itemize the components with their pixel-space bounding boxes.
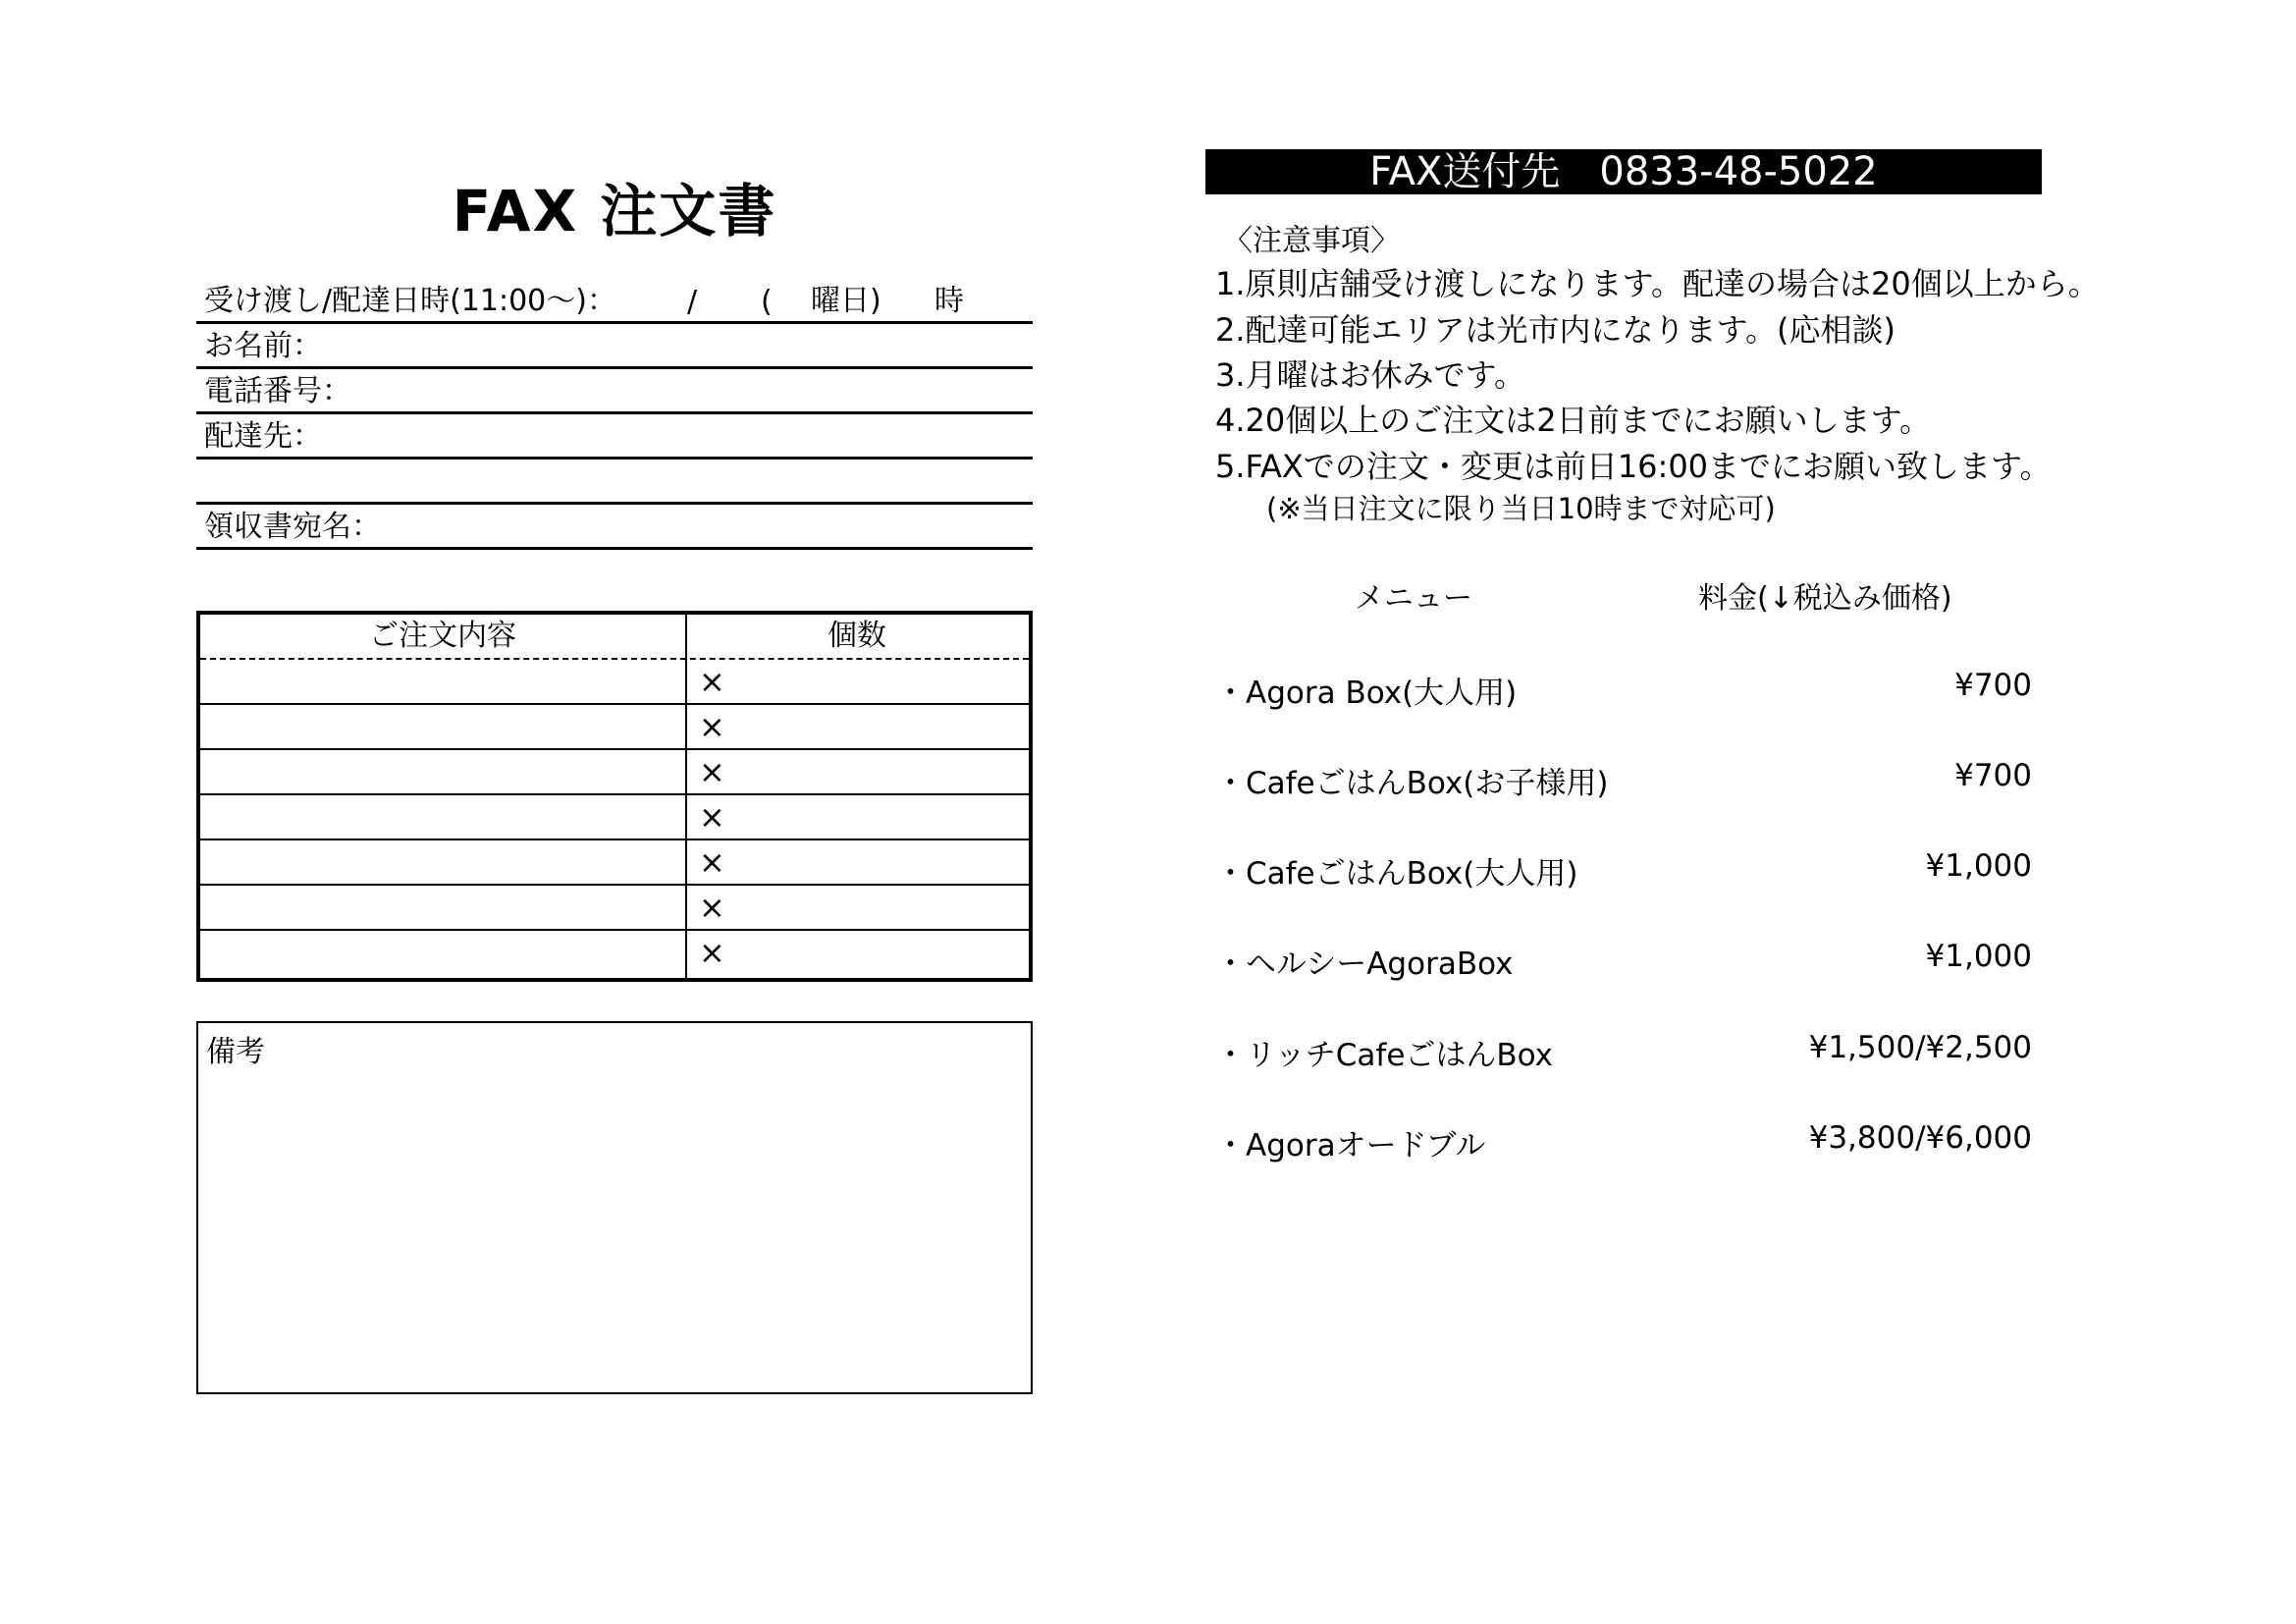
multiply-icon: × xyxy=(699,934,725,971)
receipt-name-label: 領収書宛名： xyxy=(204,510,381,544)
menu-item-name: ・CafeごはんBox(お子様用) xyxy=(1215,766,1609,801)
menu-item-name: ・ヘルシーAgoraBox xyxy=(1215,947,1514,982)
menu-item-name: ・CafeごはんBox(大人用) xyxy=(1215,856,1578,892)
menu-item-price: ¥700 xyxy=(1954,668,2032,703)
menu-item-name: ・Agora Box(大人用) xyxy=(1215,676,1518,711)
delivery-datetime-field[interactable] xyxy=(196,279,1033,324)
note-item: 2.配達可能エリアは光市内になります。(応相談) xyxy=(1215,311,1896,349)
menu-item-price: ¥1,500/¥2,500 xyxy=(1808,1030,2032,1065)
multiply-icon: × xyxy=(699,889,725,926)
name-label: お名前： xyxy=(204,329,322,363)
menu-item-name: ・Agoraオードブル xyxy=(1215,1128,1486,1164)
multiply-icon: × xyxy=(699,753,725,790)
menu-item-price: ¥1,000 xyxy=(1925,848,2032,884)
note-item: 1.原則店舗受け渡しになります。配達の場合は20個以上から。 xyxy=(1215,265,2100,302)
receipt-name-field[interactable] xyxy=(196,505,1033,550)
note-item: 3.月曜はお休みです。 xyxy=(1215,356,1525,394)
multiply-icon: × xyxy=(699,708,725,745)
menu-item xyxy=(1215,1120,2032,1164)
price-column-header: 料金(↓税込み価格) xyxy=(1698,581,1952,616)
address-label: 配達先： xyxy=(204,419,322,454)
order-table-header xyxy=(200,615,1029,660)
order-row[interactable] xyxy=(200,750,1029,795)
hour-label: 時 xyxy=(934,284,964,318)
page-title: FAX 注文書 xyxy=(452,178,777,244)
menu-item xyxy=(1215,758,2032,801)
note-item: 4.20個以上のご注文は2日前までにお願いします。 xyxy=(1215,402,1932,439)
multiply-icon: × xyxy=(699,843,725,881)
weekday-label: 曜日) xyxy=(811,284,881,318)
menu-item-price: ¥1,000 xyxy=(1925,939,2032,974)
note-item: 5.FAXでの注文・変更は前日16:00までにお願い致します。 xyxy=(1215,448,2052,485)
order-item-header: ご注文内容 xyxy=(369,619,516,653)
menu-item xyxy=(1215,848,2032,892)
order-row[interactable] xyxy=(200,660,1029,705)
menu-item xyxy=(1215,1030,2032,1073)
delivery-datetime-label: 受け渡し/配達日時(11:00〜)： xyxy=(204,284,616,318)
phone-field[interactable] xyxy=(196,369,1033,414)
menu-item xyxy=(1215,939,2032,982)
menu-item-name: ・リッチCafeごはんBox xyxy=(1215,1038,1554,1073)
menu-item-price: ¥700 xyxy=(1954,758,2032,793)
menu-item-price: ¥3,800/¥6,000 xyxy=(1808,1120,2032,1156)
order-row[interactable] xyxy=(200,795,1029,840)
note-sub: (※当日注文に限り当日10時まで対応可) xyxy=(1266,492,1776,525)
address-field-line2[interactable] xyxy=(196,460,1033,505)
order-table xyxy=(196,611,1033,982)
remarks-label: 備考 xyxy=(206,1035,265,1069)
phone-label: 電話番号： xyxy=(204,374,351,408)
name-field[interactable] xyxy=(196,324,1033,369)
order-row[interactable] xyxy=(200,705,1029,750)
remarks-box[interactable] xyxy=(196,1021,1033,1394)
menu-item xyxy=(1215,668,2032,711)
weekday-open-paren: ( xyxy=(761,285,773,319)
order-row[interactable] xyxy=(200,931,1029,976)
multiply-icon: × xyxy=(699,663,725,700)
order-row[interactable] xyxy=(200,840,1029,886)
order-row[interactable] xyxy=(200,886,1029,931)
order-qty-header: 個数 xyxy=(828,619,886,653)
multiply-icon: × xyxy=(699,798,725,836)
notes-title: 〈注意事項〉 xyxy=(1223,224,1400,258)
address-field[interactable] xyxy=(196,414,1033,460)
fax-number-banner: FAX送付先 0833-48-5022 xyxy=(1205,149,2042,194)
menu-column-header: メニュー xyxy=(1355,581,1472,616)
date-slash: / xyxy=(687,285,698,319)
